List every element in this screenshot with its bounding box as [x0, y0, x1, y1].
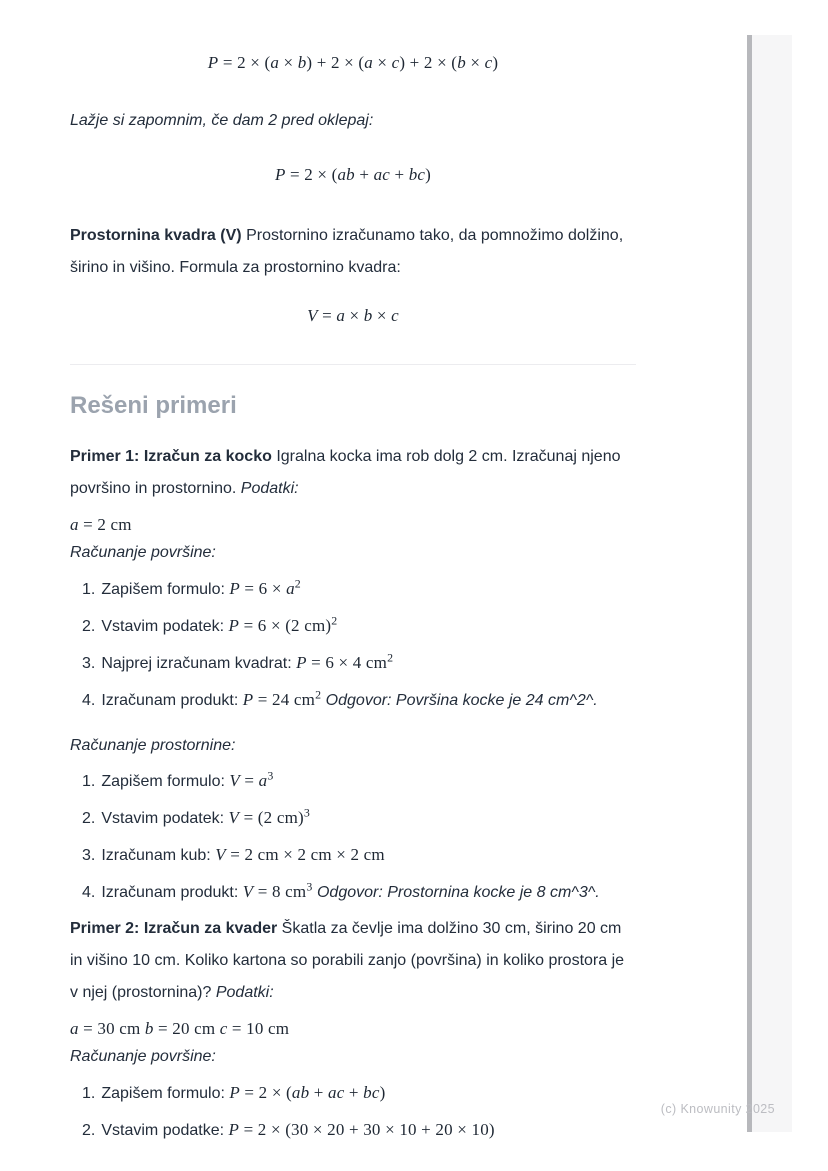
list-item: [82, 806, 636, 831]
formula-volume: V = a × b × c: [307, 306, 399, 325]
step-number: 4.: [82, 884, 96, 901]
step-number: 2.: [82, 1122, 96, 1139]
list-item: [82, 688, 636, 713]
step-formula: P = 2 × (30 × 20 + 30 × 10 + 20 × 10): [228, 1120, 495, 1139]
example2-intro-text: Škatla za čevlje ima dolžino 30 cm, širino 20 cm in višino 10 cm. Koliko kartona so porabili zanjo (površina) in koliko prostora je v njej (prostornina)?: [70, 920, 625, 1001]
example1-intro: [70, 441, 636, 505]
step-text: Vstavim podatke:: [101, 1122, 225, 1139]
scrollbar-track: [752, 35, 792, 1132]
list-item: [82, 577, 636, 602]
list-item: [82, 880, 636, 905]
list-item: [82, 843, 636, 868]
step-formula: V = (2 cm)$^3$: [228, 805, 311, 827]
step-answer: Odgovor: Prostornina kocke je 8 cm^3^.: [316, 884, 600, 901]
step-number: 1.: [82, 1085, 96, 1102]
step-number: 3.: [82, 847, 96, 864]
step-number: 3.: [82, 655, 96, 672]
step-formula: V = 8 $cm^3$: [242, 879, 313, 901]
step-number: 4.: [82, 692, 96, 709]
step-text: Zapišem formulo:: [101, 581, 225, 598]
example1-intro-text: Igralna kocka ima rob dolg 2 cm. Izračunaj njeno površino in prostornino.: [70, 448, 621, 497]
step-number: 2.: [82, 810, 96, 827]
list-item: [82, 1081, 636, 1106]
step-text: Izračunam kub:: [101, 847, 211, 864]
example2-surface-label: Računanje površine:: [70, 1048, 216, 1065]
volume-definition-text: Prostornino izračunamo tako, da pomnožimo dolžino, širino in višino. Formula za prostornino kvadra:: [70, 227, 624, 276]
section-divider: [70, 364, 636, 365]
scrollbar-thumb[interactable]: [747, 35, 752, 1132]
example1-given-block: [70, 511, 636, 567]
formula-surface-area-expanded: P = 2 × (a × b) + 2 × (a × c) + 2 × (b × c): [207, 53, 499, 72]
list-item: [82, 614, 636, 639]
list-item: [82, 1118, 636, 1143]
document-page: [70, 0, 636, 1143]
step-text: Zapišem formulo:: [101, 773, 225, 790]
step-number: 1.: [82, 773, 96, 790]
example2-title-bold: Primer 2: Izračun za kvader: [70, 920, 278, 937]
example2-surface-steps-list: [70, 1081, 636, 1143]
note-factoring-tip: Lažje si zapomnim, če dam 2 pred oklepaj:: [70, 112, 374, 129]
step-formula: P = 2 × (ab + ac + bc): [229, 1083, 386, 1102]
step-text: Izračunam produkt:: [101, 692, 239, 709]
example1-data-label: Podatki:: [240, 480, 299, 497]
example1-given-values: a = 2 cm: [70, 515, 132, 534]
section-heading-solved-examples: Rešeni primeri: [70, 392, 237, 419]
volume-term-bold: Prostornina kvadra (V): [70, 227, 242, 244]
formula-surface-area-factored: P = 2 × (ab + ac + bc): [274, 165, 432, 184]
step-text: Zapišem formulo:: [101, 1085, 225, 1102]
example2-given-block: [70, 1015, 636, 1071]
example1-title-bold: Primer 1: Izračun za kocko: [70, 448, 272, 465]
step-text: Najprej izračunam kvadrat:: [101, 655, 292, 672]
step-number: 1.: [82, 581, 96, 598]
step-text: Izračunam produkt:: [101, 884, 239, 901]
copyright-watermark: (c) Knowunity 2025: [660, 1102, 775, 1116]
example1-surface-steps-list: [70, 577, 636, 713]
step-text: Vstavim podatek:: [101, 810, 225, 827]
step-number: 2.: [82, 618, 96, 635]
example1-volume-steps-list: [70, 769, 636, 905]
step-formula: $P = 6 \times a^2$: [229, 576, 301, 598]
step-formula: P = 6 × 4 $cm^2$: [296, 650, 394, 672]
example2-given-values: a = 30 cm b = 20 cm c = 10 cm: [70, 1019, 290, 1038]
example1-volume-label: Računanje prostornine:: [70, 737, 236, 754]
example1-surface-label: Računanje površine:: [70, 544, 216, 561]
step-text: Vstavim podatek:: [101, 618, 225, 635]
step-formula: P = 6 × (2 cm)$^2$: [228, 613, 338, 635]
step-formula: P = 24 $cm^2$: [242, 687, 322, 709]
paragraph-volume-definition: [70, 220, 636, 284]
step-formula: V = 2 cm × 2 cm × 2 cm: [215, 845, 385, 864]
example2-intro: [70, 913, 636, 1009]
step-answer: Odgovor: Površina kocke je 24 cm^2^.: [325, 692, 598, 709]
step-formula: $V = a^3$: [229, 768, 274, 790]
example2-data-label: Podatki:: [215, 984, 274, 1001]
list-item: [82, 769, 636, 794]
list-item: [82, 651, 636, 676]
